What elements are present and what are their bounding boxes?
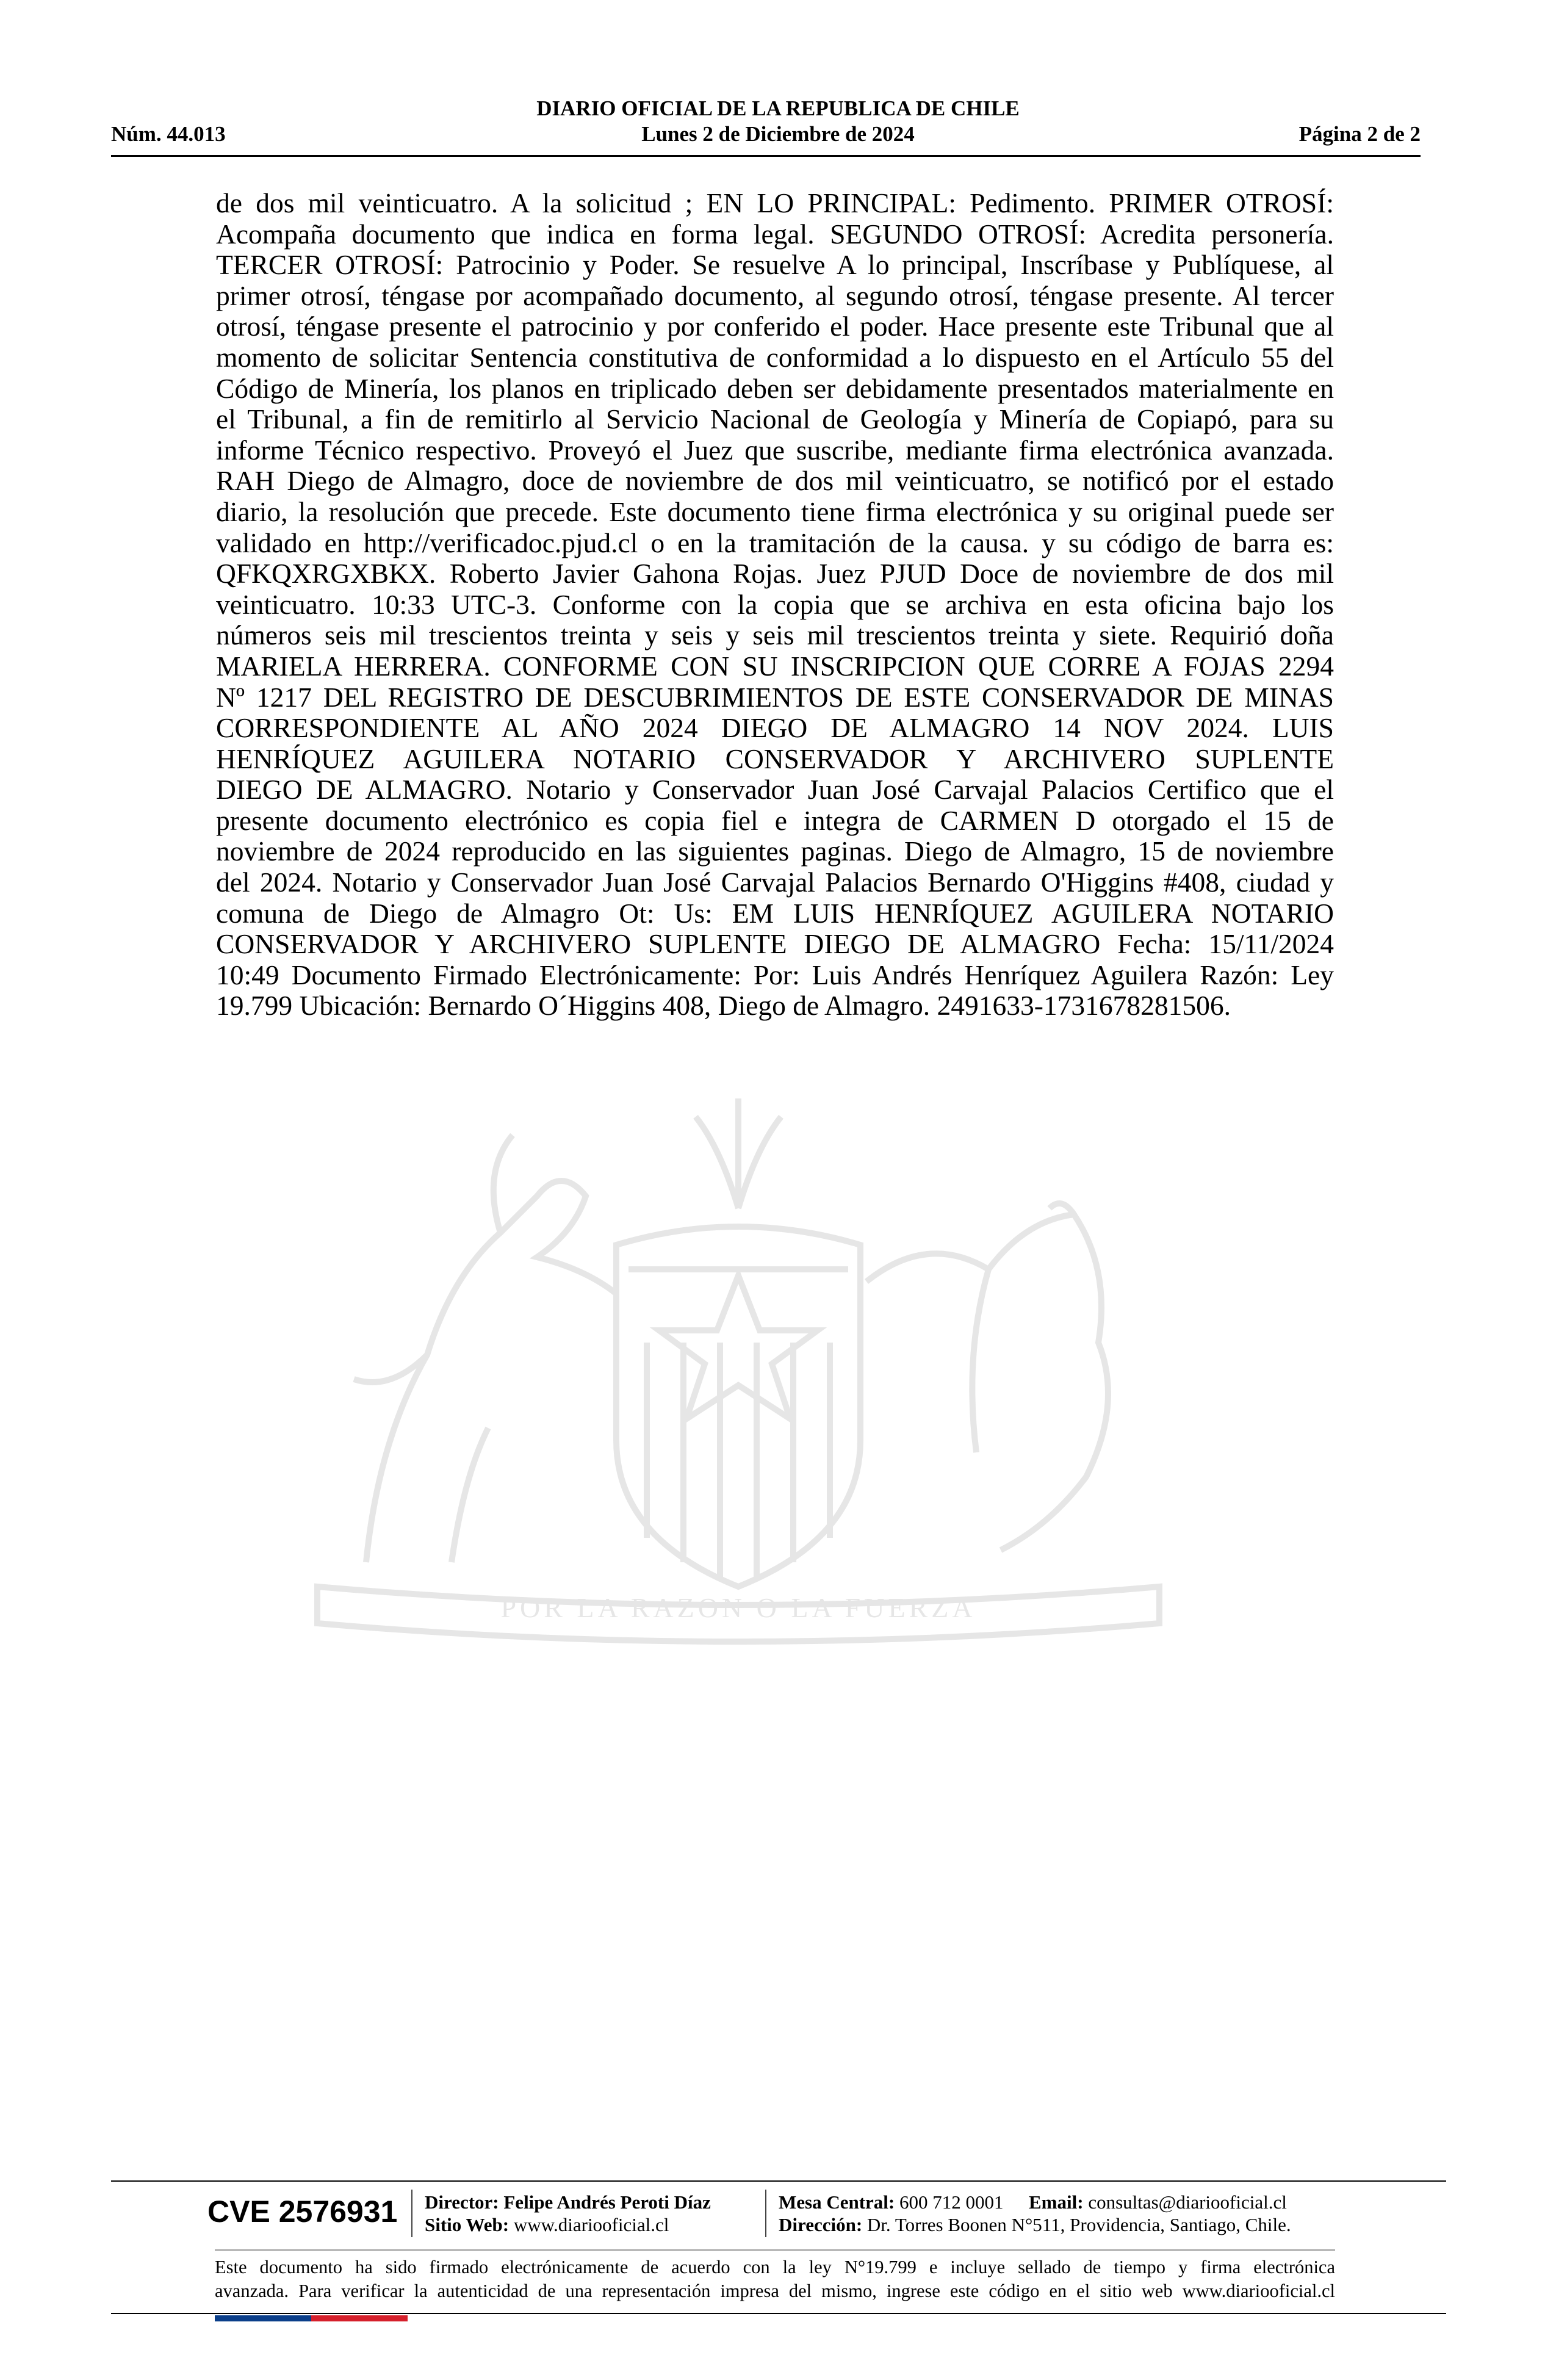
signature-notice-line: avanzada. Para verificar la autenticidad de una representación impresa del mismo, ingrese este código en el sitio web www.diariooficial.cl	[215, 2281, 1335, 2301]
director-label: Director:	[425, 2191, 499, 2213]
body-line: QFKQXRGXBKX. Roberto Javier Gahona Rojas. Juez PJUD Doce de noviembre de dos mil	[216, 558, 1334, 590]
body-line: del 2024. Notario y Conservador Juan José Carvajal Palacios Bernardo O'Higgins #408, ciudad y	[216, 867, 1334, 898]
motto-text: POR LA RAZON O LA FUERZA	[500, 1592, 976, 1623]
flag-stripe-red	[311, 2315, 408, 2321]
body-line: presente documento electrónico es copia fiel e integra de CARMEN D otorgado el 15 de	[216, 804, 1334, 836]
body-line: Nº 1217 DEL REGISTRO DE DESCUBRIMIENTOS DE ESTE CONSERVADOR DE MINAS	[216, 681, 1334, 713]
body-line: CONSERVADOR Y ARCHIVERO SUPLENTE DIEGO DE ALMAGRO Fecha: 15/11/2024	[216, 928, 1334, 960]
body-line: veinticuatro. 10:33 UTC-3. Conforme con la copia que se archiva en esta oficina bajo los	[216, 588, 1334, 620]
body-line: números seis mil trescientos treinta y seis y seis mil trescientos treinta y siete. Requirió doña	[216, 619, 1334, 651]
address-line	[779, 2213, 1291, 2236]
mesa-value: 600 712 0001	[899, 2191, 1004, 2213]
document-body	[216, 188, 1334, 1022]
director-name: Felipe Andrés Peroti Díaz	[503, 2191, 711, 2213]
website-line	[425, 2213, 669, 2236]
issue-date: Lunes 2 de Diciembre de 2024	[641, 122, 915, 146]
body-line: RAH Diego de Almagro, doce de noviembre de dos mil veinticuatro, se notificó por el estado	[216, 465, 1334, 497]
body-line: 10:49 Documento Firmado Electrónicamente: Por: Luis Andrés Henríquez Aguilera Razón: Ley	[216, 959, 1334, 990]
body-line: otrosí, téngase presente el patrocinio y por conferido el poder. Hace presente este Tribunal que al	[216, 311, 1334, 342]
footer-bottom-divider	[111, 2313, 1446, 2314]
body-line: TERCER OTROSÍ: Patrocinio y Poder. Se resuelve A lo principal, Inscríbase y Publíquese, al	[216, 249, 1334, 281]
signature-notice	[215, 2256, 1335, 2303]
footer-separator	[765, 2190, 766, 2237]
body-line: Código de Minería, los planos en triplicado deben ser debidamente presentados materialmente en	[216, 372, 1334, 404]
address-value: Dr. Torres Boonen N°511, Providencia, Santiago, Chile.	[866, 2214, 1291, 2235]
body-line: diario, la resolución que precede. Este documento tiene firma electrónica y su original puede ser	[216, 496, 1334, 527]
body-line: de dos mil veinticuatro. A la solicitud ; EN LO PRINCIPAL: Pedimento. PRIMER OTROSÍ:	[216, 187, 1334, 218]
body-line: HENRÍQUEZ AGUILERA NOTARIO CONSERVADOR Y ARCHIVERO SUPLENTE	[216, 743, 1334, 774]
huemul-shape	[354, 1135, 616, 1562]
footer-separator	[411, 2190, 412, 2237]
mesa-email-line	[779, 2191, 1287, 2213]
cve-code: CVE 2576931	[207, 2194, 398, 2229]
body-line: 19.799 Ubicación: Bernardo O´Higgins 408, Diego de Almagro. 2491633-1731678281506.	[216, 990, 1231, 1022]
condor-shape	[866, 1203, 1108, 1550]
body-line: DIEGO DE ALMAGRO. Notario y Conservador Juan José Carvajal Palacios Certifico que el	[216, 774, 1334, 806]
body-line: primer otrosí, téngase por acompañado documento, al segundo otrosí, téngase presente. Al tercer	[216, 279, 1334, 311]
body-line: noviembre de 2024 reproducido en las siguientes paginas. Diego de Almagro, 15 de noviembre	[216, 835, 1334, 867]
email-label: Email:	[1029, 2191, 1084, 2213]
address-label: Dirección:	[779, 2214, 863, 2235]
publication-title: DIARIO OFICIAL DE LA REPUBLICA DE CHILE	[536, 96, 1020, 120]
signature-notice-line: Este documento ha sido firmado electrónicamente de acuerdo con la ley N°19.799 e incluye sellado de tiempo y firma electrónica	[215, 2257, 1335, 2277]
website-label: Sitio Web:	[425, 2214, 510, 2235]
body-line: el Tribunal, a fin de remitirlo al Servicio Nacional de Geología y Minería de Copiapó, para su	[216, 403, 1334, 435]
body-line: Acompaña documento que indica en forma legal. SEGUNDO OTROSÍ: Acredita personería.	[216, 218, 1334, 250]
footer-mid-divider	[215, 2249, 1335, 2251]
flag-stripe-blue	[215, 2315, 311, 2321]
body-line: MARIELA HERRERA. CONFORME CON SU INSCRIPCION QUE CORRE A FOJAS 2294	[216, 650, 1334, 682]
page-indicator: Página 2 de 2	[1298, 122, 1421, 146]
body-line: validado en http://verificadoc.pjud.cl o en la tramitación de la causa. y su código de barra es:	[216, 527, 1334, 558]
website-value[interactable]: www.diariooficial.cl	[513, 2214, 669, 2235]
body-line: CORRESPONDIENTE AL AÑO 2024 DIEGO DE ALMAGRO 14 NOV 2024. LUIS	[216, 712, 1334, 744]
mesa-label: Mesa Central:	[779, 2191, 895, 2213]
body-line: momento de solicitar Sentencia constitutiva de conformidad a lo dispuesto en el Artículo 55 del	[216, 341, 1334, 373]
issue-number: Núm. 44.013	[111, 122, 226, 146]
footer-top-divider	[111, 2180, 1446, 2182]
header-divider	[111, 155, 1421, 157]
email-value[interactable]: consultas@diariooficial.cl	[1088, 2191, 1287, 2213]
director-line	[425, 2191, 711, 2213]
body-line: informe Técnico respectivo. Proveyó el Juez que suscribe, mediante firma electrónica avanzada.	[216, 434, 1334, 466]
body-line: comuna de Diego de Almagro Ot: Us: EM LUIS HENRÍQUEZ AGUILERA NOTARIO	[216, 897, 1334, 929]
coat-of-arms-watermark	[195, 1013, 1281, 1660]
